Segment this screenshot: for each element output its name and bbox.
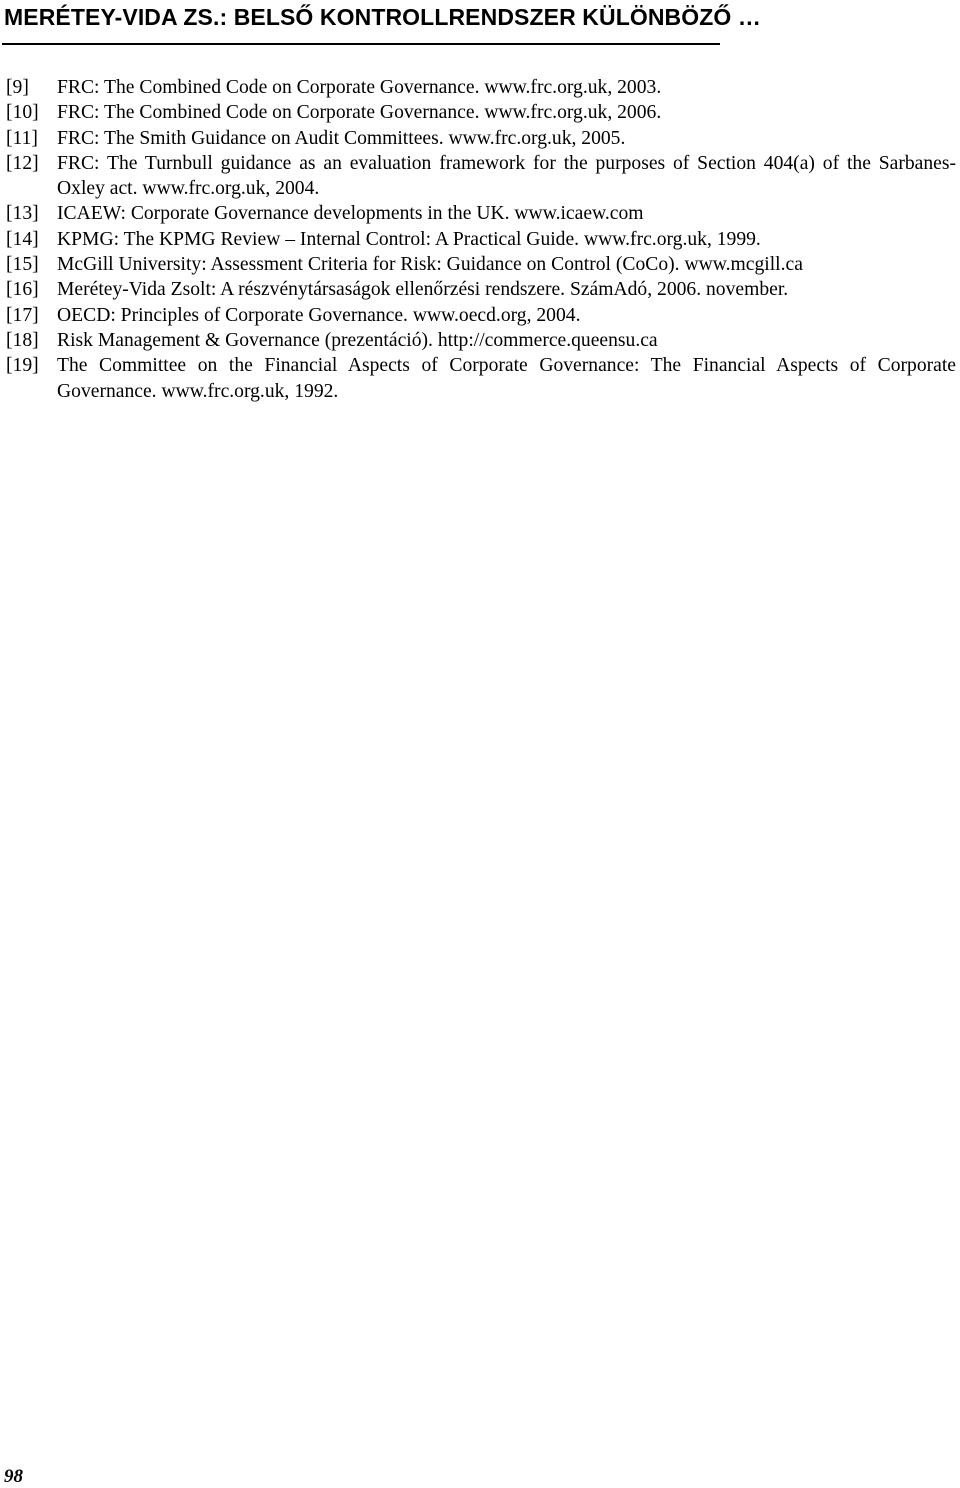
reference-number: [10] <box>6 102 39 124</box>
reference-item <box>6 151 956 202</box>
reference-text: FRC: The Smith Guidance on Audit Committees. www.frc.org.uk, 2005. <box>57 127 626 149</box>
reference-number: [9] <box>6 77 29 98</box>
reference-item <box>6 303 956 328</box>
reference-item <box>6 328 956 353</box>
reference-number: [11] <box>6 127 38 149</box>
reference-item <box>6 75 956 100</box>
reference-text: KPMG: The KPMG Review – Internal Control: A Practical Guide. www.frc.org.uk, 1999. <box>57 228 761 250</box>
reference-text: Risk Management & Governance (prezentáció). http://commerce.queensu.ca <box>57 329 658 351</box>
reference-text: FRC: The Combined Code on Corporate Governance. www.frc.org.uk, 2006. <box>57 102 662 124</box>
reference-number: [12] <box>6 152 39 174</box>
reference-number: [16] <box>6 279 39 301</box>
reference-item <box>6 201 956 226</box>
header-rule <box>2 43 720 45</box>
reference-number: [17] <box>6 304 39 326</box>
reference-number: [14] <box>6 228 39 250</box>
reference-item <box>6 227 956 252</box>
reference-text: McGill University: Assessment Criteria for Risk: Guidance on Control (CoCo). www.mcgill.ca <box>57 254 803 276</box>
reference-text: FRC: The Combined Code on Corporate Governance. www.frc.org.uk, 2003. <box>57 77 662 98</box>
reference-item <box>6 100 956 125</box>
running-header-title: MERÉTEY-VIDA ZS.: BELSŐ KONTROLLRENDSZER KÜLÖNBÖZŐ … <box>4 4 761 30</box>
page-number: 98 <box>4 1466 23 1487</box>
reference-item <box>6 252 956 277</box>
reference-number: [13] <box>6 203 39 225</box>
reference-text: Merétey-Vida Zsolt: A részvénytársaságok ellenőrzési rendszere. SzámAdó, 2006. november. <box>57 279 789 301</box>
reference-number: [19] <box>6 355 39 377</box>
reference-number: [15] <box>6 254 39 276</box>
reference-number: [18] <box>6 329 39 351</box>
reference-item <box>6 353 956 404</box>
reference-item <box>6 126 956 151</box>
reference-list <box>6 75 956 404</box>
reference-text: FRC: The Turnbull guidance as an evaluation framework for the purposes of Section 404(a) of the Sarbanes-Oxley act. www.frc.org.uk, 2004. <box>57 152 956 200</box>
reference-text: OECD: Principles of Corporate Governance. www.oecd.org, 2004. <box>57 304 581 326</box>
reference-text: ICAEW: Corporate Governance developments in the UK. www.icaew.com <box>57 203 644 225</box>
reference-text: The Committee on the Financial Aspects of Corporate Governance: The Financial Aspects of Corporate Governance. www.frc.org.uk, 1992. <box>57 355 956 402</box>
reference-item <box>6 277 956 302</box>
